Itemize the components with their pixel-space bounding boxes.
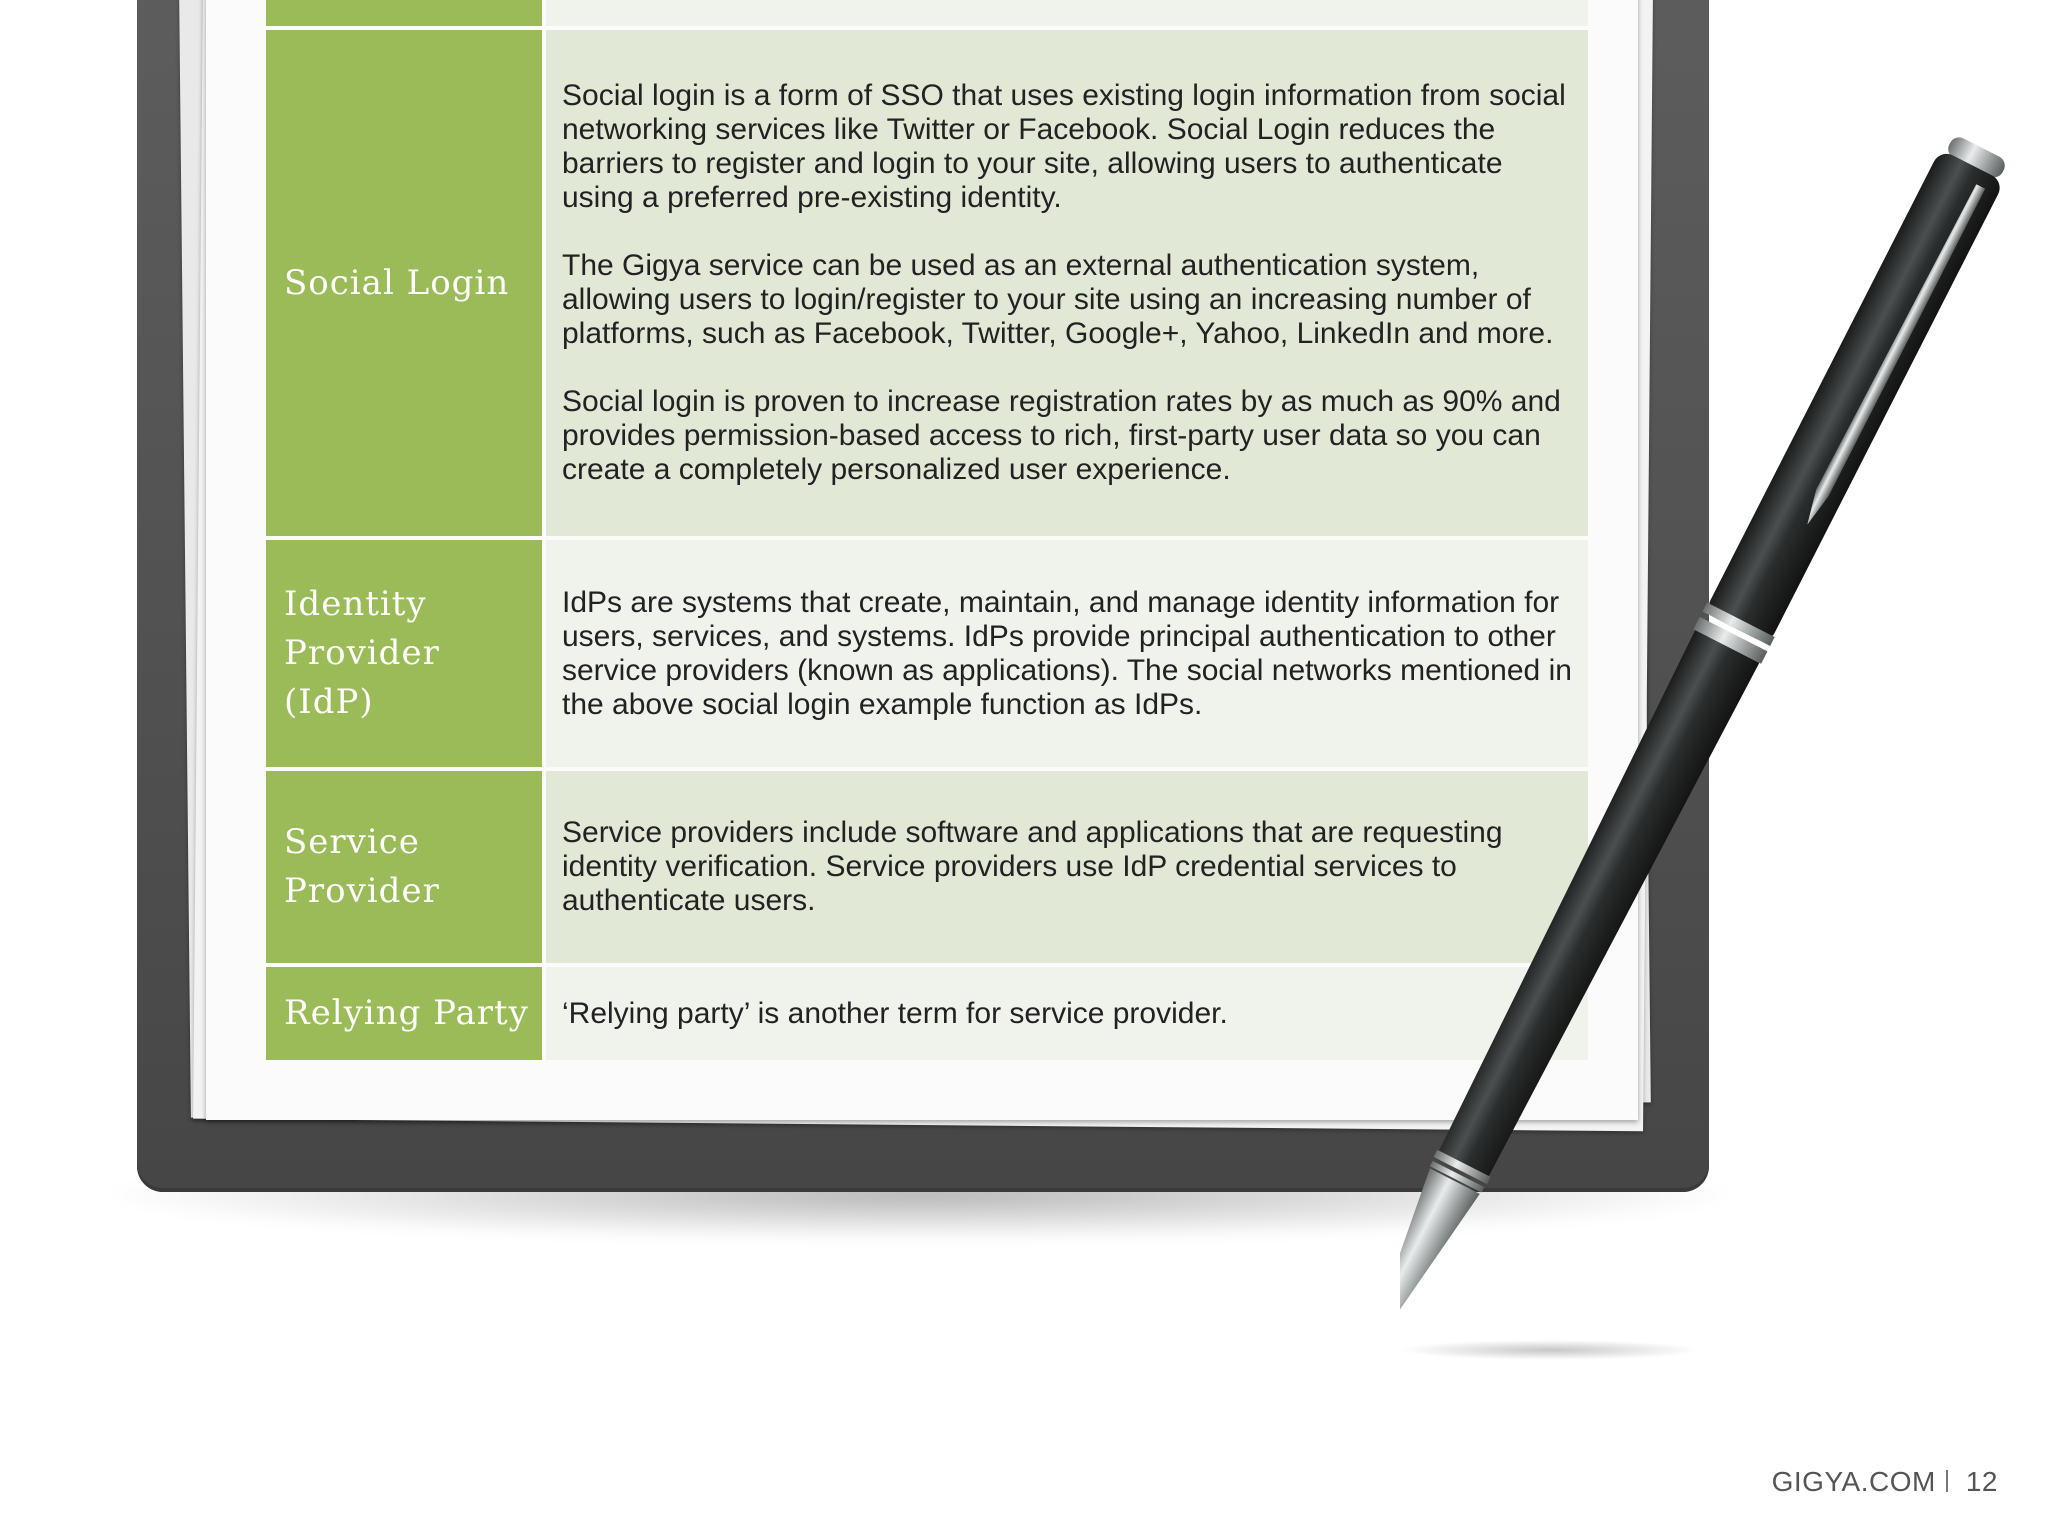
definition-paragraph: IdPs are systems that create, maintain, and manage identity information for users, services, and systems. IdPs provide principal authentication to other service providers (known as applications). The social networks mentioned in the above social login example function as IdPs. (562, 585, 1572, 721)
term-identity-provider: Identity Provider (IdP) (266, 540, 542, 767)
pen-body (1432, 630, 1759, 1179)
definition-paragraph: Service providers include software and applications that are requesting identity verification. Service providers use IdP credential services to authenticate users. (562, 816, 1503, 917)
definition-paragraph: The Gigya service can be used as an external authentication system, allowing users to login/register to your site using an increasing number of platforms, such as Facebook, Twitter, Google+, Yahoo, LinkedIn and more. (562, 249, 1554, 350)
table-row-service-provider (266, 771, 1588, 963)
definition-cell (546, 0, 1588, 26)
page-number: 12 (1965, 1466, 1998, 1497)
table-row-identity-provider (266, 540, 1588, 767)
definition-paragraph: Social login is proven to increase registration rates by as much as 90% and provides permission-based access to rich, first-party user data so you can create a completely personalized user experience. (562, 385, 1561, 486)
footer-separator (1946, 1470, 1948, 1492)
pen-clip (1800, 182, 1985, 527)
definition-paragraph: ‘Relying party’ is another term for service provider. (562, 996, 1228, 1030)
table-row-partial (266, 0, 1588, 26)
table-row-relying-party (266, 967, 1588, 1060)
term-cell (266, 0, 542, 26)
pen-illustration (1400, 40, 2020, 1360)
pen-shadow (1400, 1340, 1700, 1360)
table-row-social-login (266, 30, 1588, 536)
definition-paragraph: Social login is a form of SSO that uses existing login information from social networking services like Twitter or Facebook. Social Login reduces the barriers to register and login to your site, allowing users to authenticate using a preferred pre-existing identity. (562, 79, 1566, 214)
page-footer (1772, 1466, 1998, 1498)
term-service-provider: Service Provider (266, 771, 542, 963)
term-relying-party: Relying Party (266, 967, 542, 1060)
term-social-login: Social Login (266, 30, 542, 536)
footer-site: GIGYA.COM (1771, 1466, 1936, 1497)
pen-tip (1400, 1168, 1480, 1327)
